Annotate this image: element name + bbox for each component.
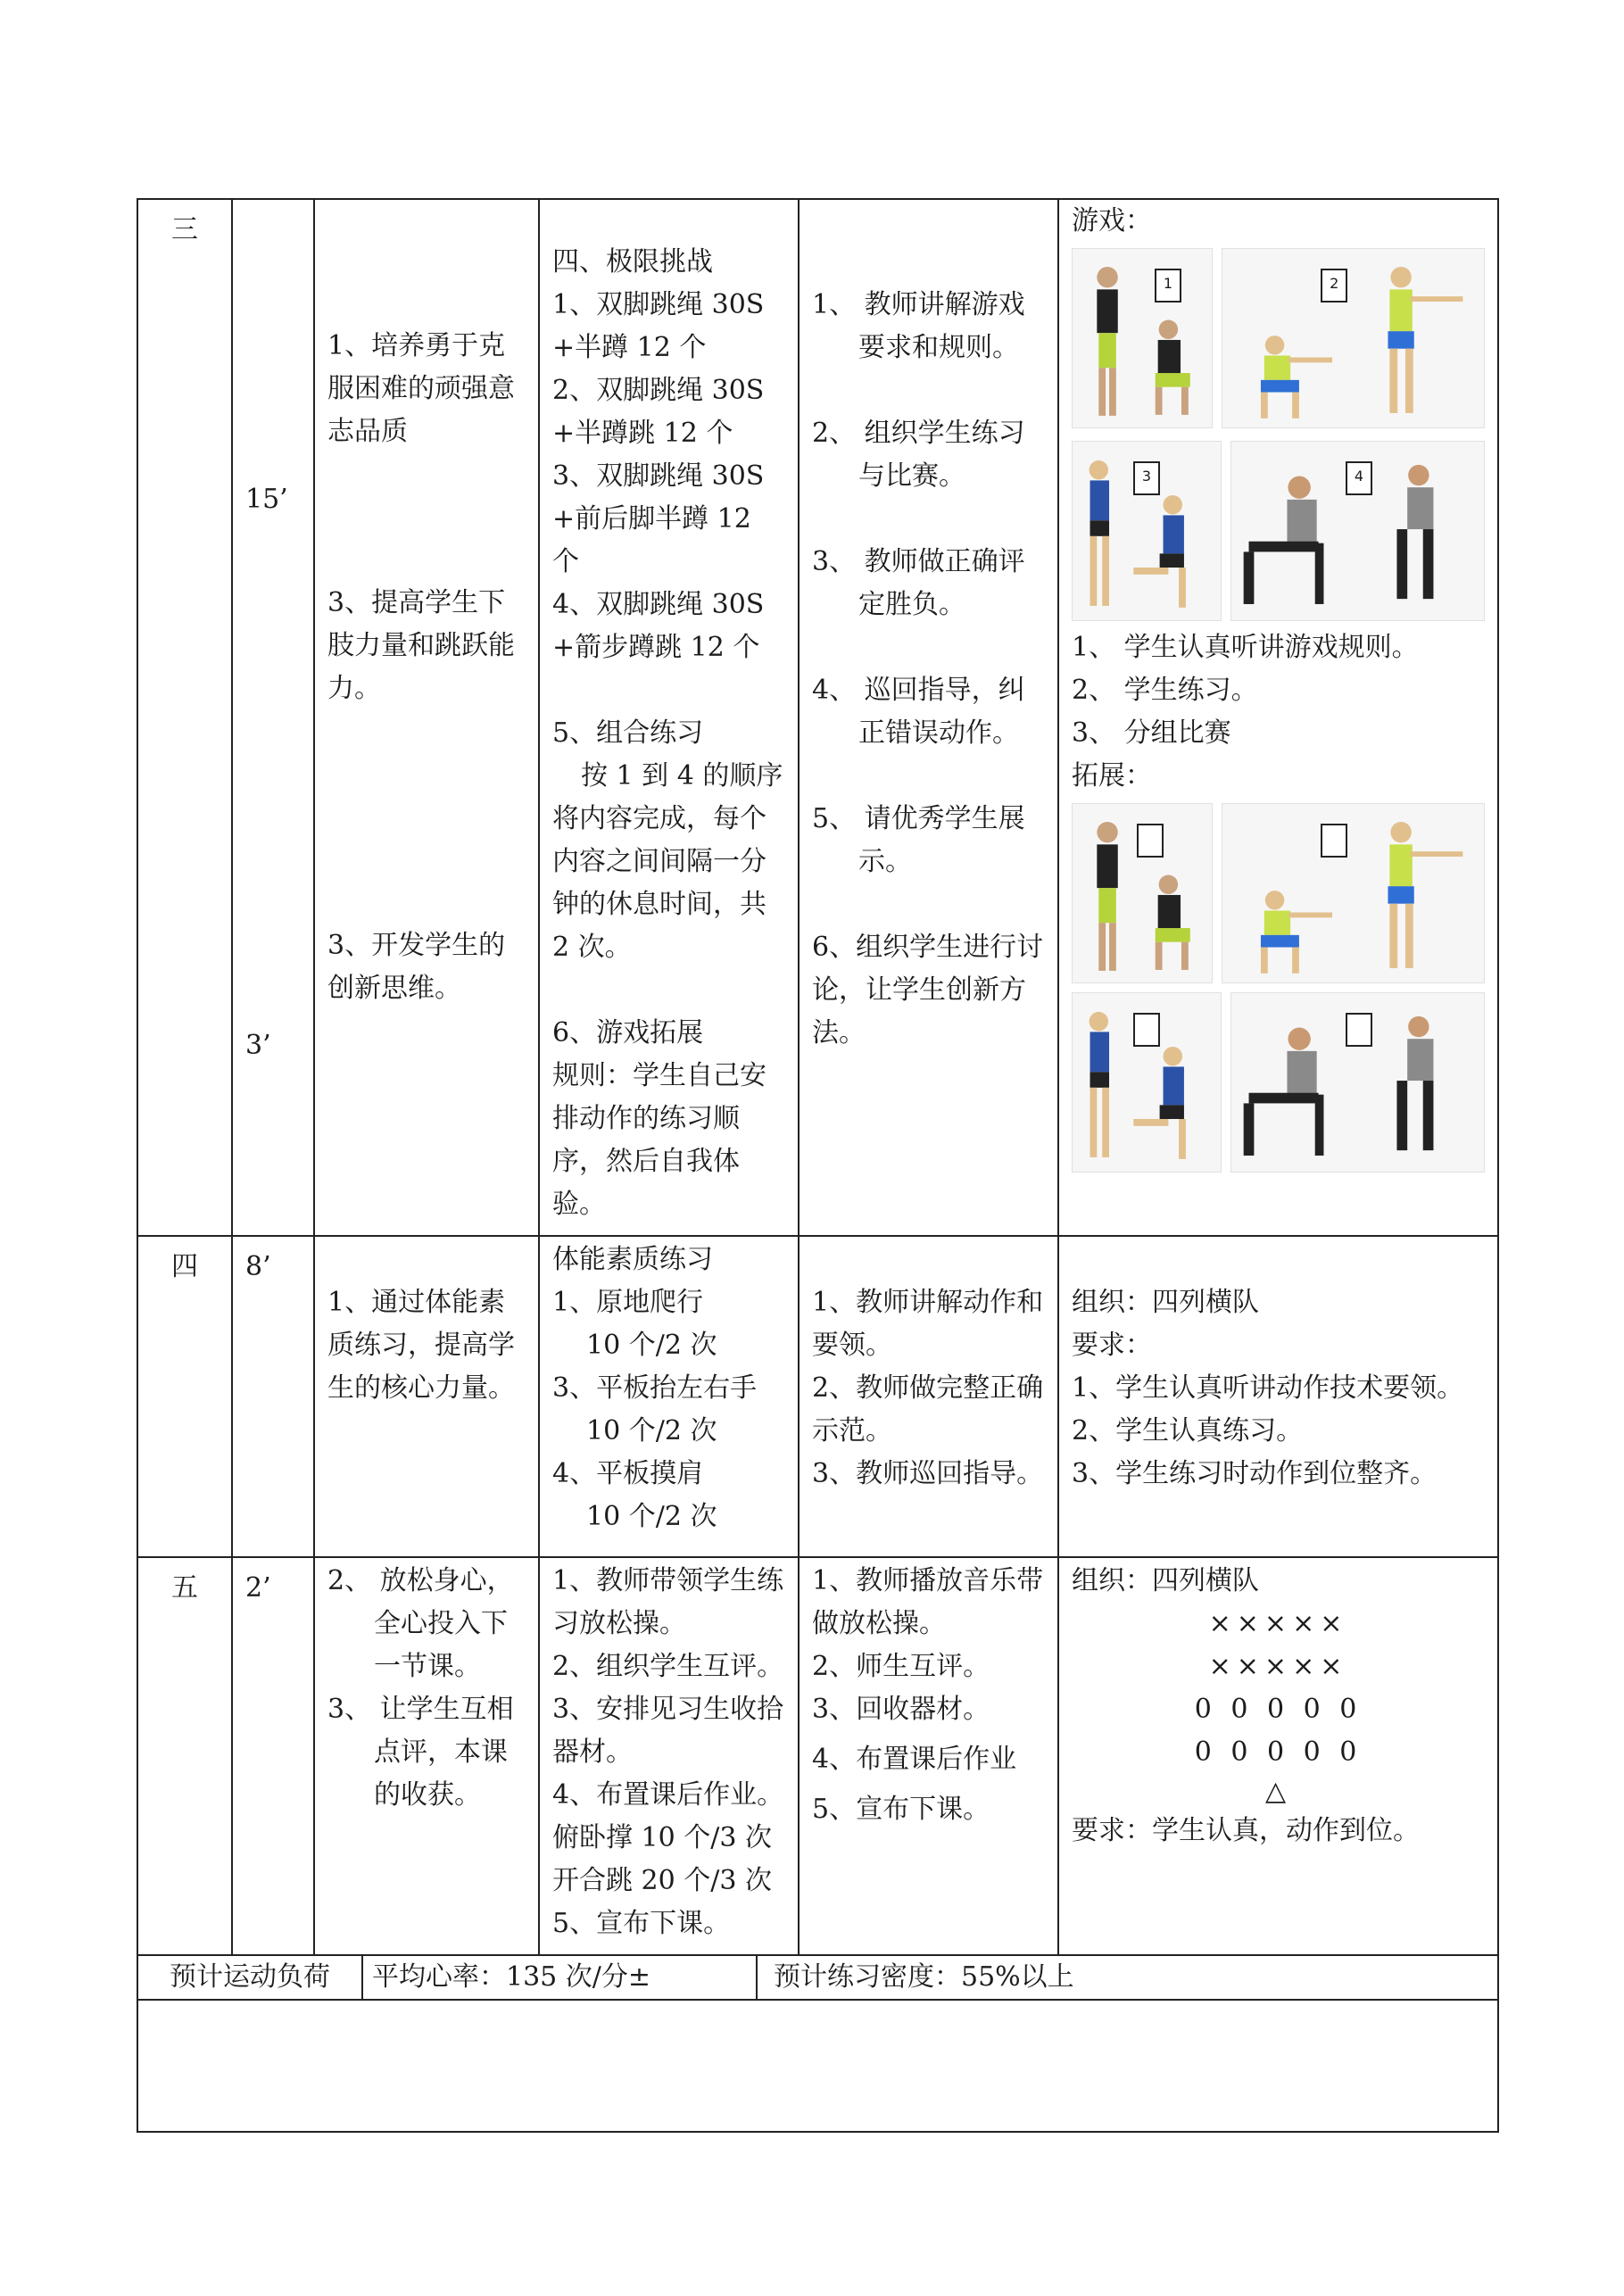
student-item: 1、 学生认真听讲游戏规则。: [1072, 632, 1419, 663]
combo-title: 5、组合练习: [552, 717, 704, 749]
lesson-plan-table: [137, 198, 1499, 2133]
formation-row: ×××××: [1208, 1651, 1348, 1682]
load-label: 预计运动负荷: [138, 1956, 363, 1999]
squat-figure-icon: [1073, 249, 1212, 427]
section-3-student: [1058, 199, 1498, 1236]
exercise-reps: 10 个/2 次: [586, 1415, 717, 1446]
content-item: 开合跳 20 个/3 次: [552, 1865, 772, 1896]
section-3-time-b: 3’: [245, 1030, 271, 1061]
teacher-item: 4、布置课后作业: [812, 1744, 1017, 1775]
section-4-time: 8’: [232, 1236, 314, 1557]
content-item: 4、布置课后作业。: [552, 1779, 784, 1811]
split-jump-demo-photo: [1230, 441, 1485, 621]
combo-text: 按 1 到 4 的顺序将内容完成，每个内容之间间隔一分钟的休息时间，共 2 次。: [552, 760, 783, 963]
expand-label: 拓展：: [1072, 760, 1152, 792]
game-text: 规则：学生自己安排动作的练习顺序，然后自我体验。: [552, 1060, 766, 1220]
section-3-content: [539, 199, 799, 1236]
teacher-item: 4、 巡回指导，纠正错误动作。: [812, 675, 1025, 749]
student-item: 1、学生认真听讲动作技术要领。: [1072, 1372, 1464, 1404]
content-item: 4、双脚跳绳 30S+箭步蹲跳 12 个: [552, 589, 765, 663]
section-5-time: 2’: [232, 1557, 314, 1955]
blank-marker: [1137, 824, 1164, 858]
requirement-text: 要求：学生认真，动作到位。: [1072, 1815, 1420, 1846]
game-title: 6、游戏拓展: [552, 1017, 704, 1049]
section-3-teacher: [799, 199, 1058, 1236]
teacher-item: 2、 组织学生练习与比赛。: [812, 418, 1025, 492]
content-title: 体能素质练习: [552, 1244, 713, 1275]
student-item: 3、 分组比赛: [1072, 717, 1231, 749]
student-item: 组织：四列横队: [1072, 1287, 1259, 1318]
formation-row: ×××××: [1208, 1608, 1348, 1639]
exercise-reps: 10 个/2 次: [586, 1501, 717, 1532]
content-item: 1、教师带领学生练习放松操。: [552, 1565, 784, 1639]
reflection-row: [137, 2000, 1498, 2132]
teacher-item: 3、 教师做正确评定胜负。: [812, 546, 1025, 620]
section-5-row: [137, 1557, 1498, 1955]
exercise-marker: 2: [1321, 269, 1347, 303]
section-3-row: [137, 199, 1498, 1236]
section-4-content: [539, 1236, 799, 1557]
section-5-goals: [314, 1557, 539, 1955]
formation-row: 0 0 0 0 0: [1194, 1737, 1363, 1768]
jump-demo-photo: [1222, 803, 1485, 983]
content-item: 2、组织学生互评。: [552, 1651, 784, 1682]
section-5-content: [539, 1557, 799, 1955]
section-5-teacher: [799, 1557, 1058, 1955]
section-3-goal-2: 3、提高学生下肢力量和跳跃能力。: [327, 587, 515, 704]
formation-row: 0 0 0 0 0: [1194, 1694, 1363, 1725]
section-5-student: [1058, 1557, 1498, 1955]
section-5-goal: 3、 让学生互相点评，本课的收获。: [327, 1694, 514, 1811]
content-item: 2、双脚跳绳 30S+半蹲跳 12 个: [552, 375, 765, 449]
student-item: 要求：: [1072, 1330, 1152, 1361]
content-item: 3、安排见习生收拾器材。: [552, 1694, 784, 1768]
teacher-item: 5、宣布下课。: [812, 1794, 990, 1825]
teacher-item: 1、教师讲解动作和要领。: [812, 1287, 1044, 1361]
exercise-marker: 1: [1155, 269, 1181, 303]
section-4-student: [1058, 1236, 1498, 1557]
exercise-marker: 4: [1346, 461, 1372, 495]
reflection-cell: [137, 2000, 1498, 2132]
section-4-row: [137, 1236, 1498, 1557]
blank-marker: [1321, 824, 1347, 858]
section-3-time: [232, 199, 314, 1236]
jump-figure-icon: [1222, 804, 1484, 982]
squat-demo-photo: [1072, 803, 1213, 983]
student-item: 3、学生练习时动作到位整齐。: [1072, 1458, 1438, 1489]
section-5-goal: 2、 放松身心，全心投入下一节课。: [327, 1565, 514, 1682]
squat-demo-photo: [1072, 248, 1213, 428]
teacher-item: 2、师生互评。: [812, 1651, 990, 1682]
section-3-goal-3: 3、开发学生的创新思维。: [327, 930, 506, 1004]
teacher-item: 2、教师做完整正确示范。: [812, 1372, 1044, 1446]
lunge-demo-photo: [1072, 441, 1222, 621]
blank-marker: [1133, 1013, 1160, 1047]
split-jump-demo-photo: [1230, 992, 1485, 1173]
section-3-time-a: 15’: [245, 484, 288, 515]
jump-demo-photo: [1222, 248, 1485, 428]
section-3-goals: [314, 199, 539, 1236]
teacher-item: 1、教师播放音乐带做放松操。: [812, 1565, 1044, 1639]
org-text: 组织：四列横队: [1072, 1565, 1259, 1596]
section-3-goal-1: 1、培养勇于克服困难的顽强意志品质: [327, 330, 515, 447]
teacher-item: 3、教师巡回指导。: [812, 1458, 1044, 1489]
blank-marker: [1346, 1013, 1372, 1047]
jump-figure-icon: [1222, 249, 1484, 427]
lunge-demo-photo: [1072, 992, 1222, 1173]
content-title: 四、极限挑战: [552, 246, 713, 278]
student-item: 2、 学生练习。: [1072, 675, 1258, 706]
teacher-position-marker: △: [1264, 1776, 1292, 1807]
exercise-name: 4、平板摸肩: [552, 1458, 704, 1489]
teacher-item: 3、回收器材。: [812, 1694, 990, 1725]
content-item: 1、双脚跳绳 30S+半蹲 12 个: [552, 289, 765, 363]
teacher-item: 6、组织学生进行讨论，让学生创新方法。: [812, 932, 1044, 1049]
teacher-item: 5、 请优秀学生展示。: [812, 803, 1025, 877]
exercise-load-row: [137, 1955, 1498, 2000]
content-item: 俯卧撑 10 个/3 次: [552, 1822, 772, 1853]
exercise-marker: 3: [1133, 461, 1160, 495]
content-item: 5、宣布下课。: [552, 1908, 731, 1939]
exercise-photos-1: [1072, 248, 1485, 428]
section-4-number: 四: [137, 1236, 232, 1557]
exercise-name: 3、平板抬左右手: [552, 1372, 758, 1404]
heart-rate-text: 平均心率：135 次/分±: [363, 1956, 758, 1999]
expansion-photos-2: [1072, 992, 1485, 1173]
section-4-teacher: [799, 1236, 1058, 1557]
expansion-photos-1: [1072, 803, 1485, 983]
exercise-name: 1、原地爬行: [552, 1287, 704, 1318]
game-label: 游戏：: [1072, 205, 1152, 236]
teacher-item: 1、 教师讲解游戏要求和规则。: [812, 289, 1025, 363]
student-item: 2、学生认真练习。: [1072, 1415, 1304, 1446]
section-3-number: 三: [137, 199, 232, 1236]
section-4-goal-text: 1、通过体能素质练习，提高学生的核心力量。: [327, 1287, 515, 1404]
content-item: 3、双脚跳绳 30S+前后脚半蹲 12 个: [552, 460, 765, 577]
density-text: 预计练习密度：55%以上: [774, 1961, 1074, 1993]
section-4-goal: [314, 1236, 539, 1557]
exercise-photos-2: [1072, 441, 1485, 621]
exercise-reps: 10 个/2 次: [586, 1330, 717, 1361]
section-5-number: 五: [137, 1557, 232, 1955]
